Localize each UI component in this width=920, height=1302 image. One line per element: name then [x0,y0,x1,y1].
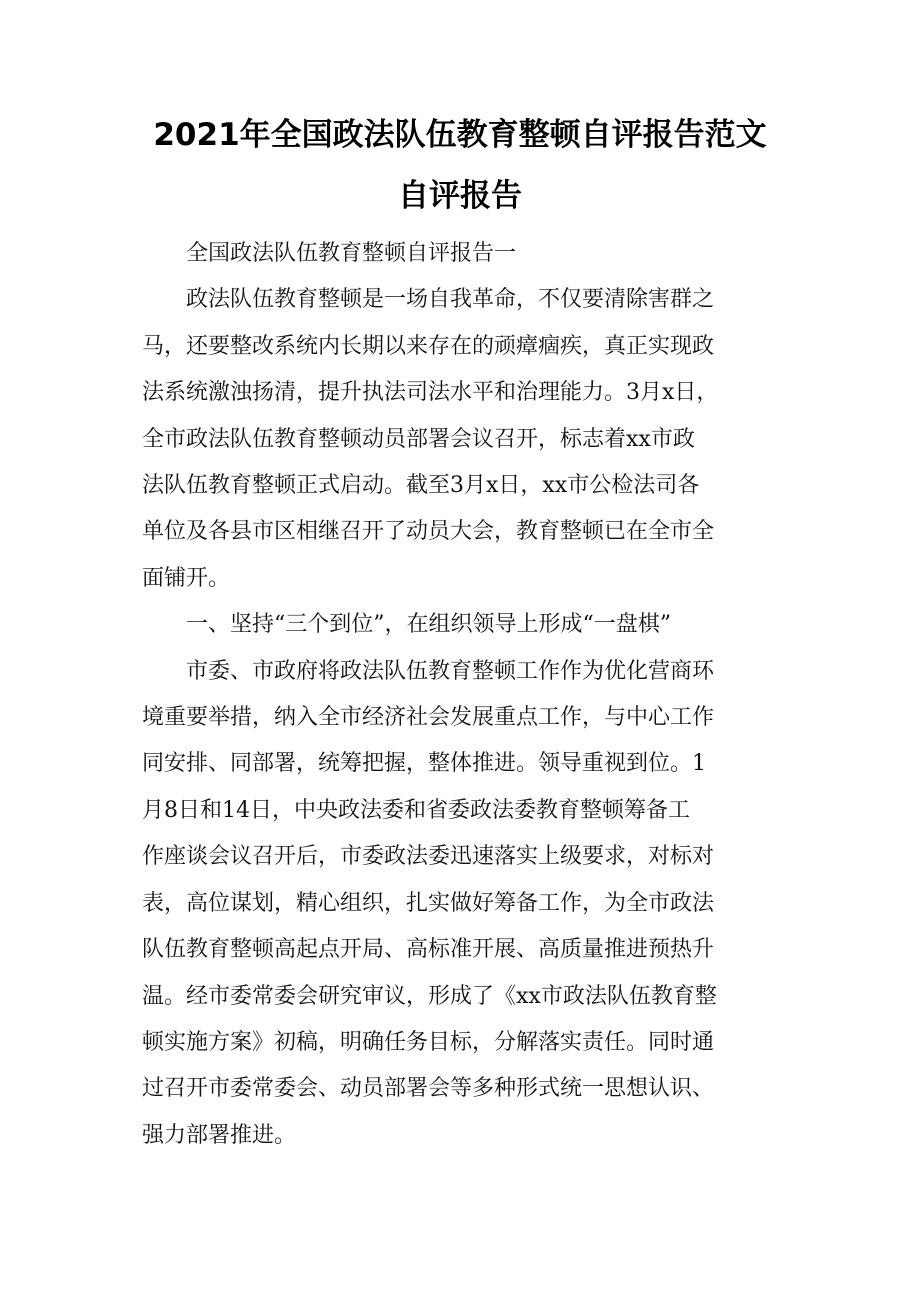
document-body [142,231,778,1159]
paragraph-2-line: 境重要举措，纳入全市经济社会发展重点工作，与中心工作 [142,705,715,731]
paragraph-2-line: 过召开市委常委会、动员部署会等多种形式统一思想认识、 [142,1076,715,1102]
section-1-heading-text: 一、坚持“三个到位”，在组织领导上形成“一盘棋” [186,612,671,638]
paragraph-1-line: 面铺开。 [142,565,231,591]
paragraph-1-line: 法系统激浊扬清，提升执法司法水平和治理能力。3月x日， [142,380,719,406]
section-1-heading [142,602,778,648]
paragraph-2-line: 市委、市政府将政法队伍教育整顿工作作为优化营商环 [186,658,715,684]
paragraph-1-line: 单位及各县市区相继召开了动员大会，教育整顿已在全市全 [142,519,715,545]
subheading-text: 全国政法队伍教育整顿自评报告一 [186,241,517,266]
paragraph-2-line: 表，高位谋划，精心组织，扎实做好筹备工作，为全市政法 [142,890,715,916]
paragraph-1-line: 全市政法队伍教育整顿动员部署会议召开，标志着xx市政 [142,426,695,452]
subheading [142,231,778,277]
paragraph-2-line: 月8日和14日，中央政法委和省委政法委教育整顿筹备工 [142,797,690,823]
document-title-line-1: 2021年全国政法队伍教育整顿自评报告范文 [153,117,767,153]
paragraph-2-line: 队伍教育整顿高起点开局、高标准开展、高质量推进预热升 [142,937,715,963]
paragraph-2-line: 强力部署推进。 [142,1122,297,1148]
paragraph-2-line: 作座谈会议召开后，市委政法委迅速落实上级要求，对标对 [142,844,715,870]
document-title-line-2: 自评报告 [398,178,522,214]
paragraph-1-line: 法队伍教育整顿正式启动。截至3月x日，xx市公检法司各 [142,473,700,499]
paragraph-2-line: 顿实施方案》初稿，明确任务目标，分解落实责任。同时通 [142,1029,715,1055]
paragraph-1 [142,277,778,602]
paragraph-1-line: 马，还要整改系统内长期以来存在的顽瘴痼疾，真正实现政 [142,333,715,359]
paragraph-2 [142,649,778,1159]
paragraph-1-line: 政法队伍教育整顿是一场自我革命，不仅要清除害群之 [186,287,715,313]
paragraph-2-line: 同安排、同部署，统筹把握，整体推进。领导重视到位。1 [142,751,706,777]
paragraph-2-line: 温。经市委常委会研究审议，形成了《xx市政法队伍教育整 [142,983,717,1009]
